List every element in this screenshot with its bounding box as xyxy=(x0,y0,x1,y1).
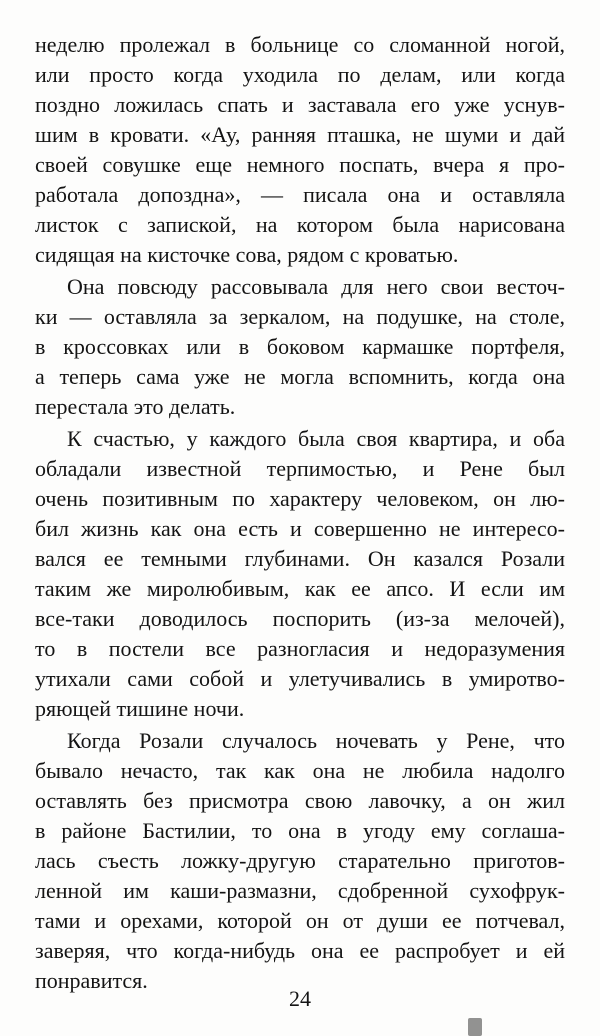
page-body-text xyxy=(35,30,565,996)
text-line: бил жизнь как она есть и совершенно не интересо- xyxy=(35,516,565,541)
text-line: ряющей тишине ночи. xyxy=(35,696,245,721)
text-line: бывало нечасто, так как она не любила надолго xyxy=(35,758,565,783)
text-line: работала допоздна», — писала она и оставляла xyxy=(35,182,565,207)
text-line: понравится. xyxy=(35,968,148,993)
text-line: лась съесть ложку-другую старательно приготов- xyxy=(35,848,565,873)
text-line: шим в кровати. «Ау, ранняя пташка, не шуми и дай xyxy=(35,122,565,147)
text-line: оставлять без присмотра свою лавочку, а он жил xyxy=(35,788,565,813)
text-line: ки — оставляла за зеркалом, на подушке, на столе, xyxy=(35,304,565,329)
paragraph xyxy=(35,30,565,270)
text-line: сидящая на кисточке сова, рядом с кроватью. xyxy=(35,242,459,267)
text-line: К счастью, у каждого была своя квартира, и оба xyxy=(67,426,565,451)
text-line: ленной им каши-размазни, сдобренной сухофрук- xyxy=(35,878,565,903)
text-line: Она повсюду рассовывала для него свои весточ- xyxy=(67,274,565,299)
paragraph xyxy=(35,726,565,996)
text-line: поздно ложилась спать и заставала его уже уснув- xyxy=(35,92,565,117)
paragraph xyxy=(35,272,565,422)
scan-artifact xyxy=(468,1018,482,1036)
paragraph xyxy=(35,424,565,724)
text-line: то в постели все разногласия и недоразумения xyxy=(35,636,565,661)
text-line: неделю пролежал в больнице со сломанной ногой, xyxy=(35,32,565,57)
text-line: Когда Розали случалось ночевать у Рене, что xyxy=(67,728,565,753)
text-line: таким же миролюбивым, как ее апсо. И если им xyxy=(35,576,565,601)
text-line: вался ее темными глубинами. Он казался Розали xyxy=(35,546,565,571)
page-number: 24 xyxy=(289,986,311,1011)
text-line: очень позитивным по характеру человеком, он лю- xyxy=(35,486,565,511)
text-line: обладали известной терпимостью, и Рене был xyxy=(35,456,565,481)
text-line: все-таки доводилось поспорить (из-за мелочей), xyxy=(35,606,565,631)
text-line: в кроссовках или в боковом кармашке портфеля, xyxy=(35,334,565,359)
text-line: перестала это делать. xyxy=(35,394,236,419)
text-line: своей совушке еще немного поспать, вчера я про- xyxy=(35,152,565,177)
text-line: листок с запиской, на котором была нарисована xyxy=(35,212,565,237)
text-line: а теперь сама уже не могла вспомнить, когда она xyxy=(35,364,565,389)
text-line: утихали сами собой и улетучивались в умиротво- xyxy=(35,666,565,691)
text-line: тами и орехами, которой он от души ее потчевал, xyxy=(35,908,565,933)
text-line: заверяя, что когда-нибудь она ее распробует и ей xyxy=(35,938,565,963)
text-line: в районе Бастилии, то она в угоду ему соглаша- xyxy=(35,818,565,843)
text-line: или просто когда уходила по делам, или когда xyxy=(35,62,565,87)
